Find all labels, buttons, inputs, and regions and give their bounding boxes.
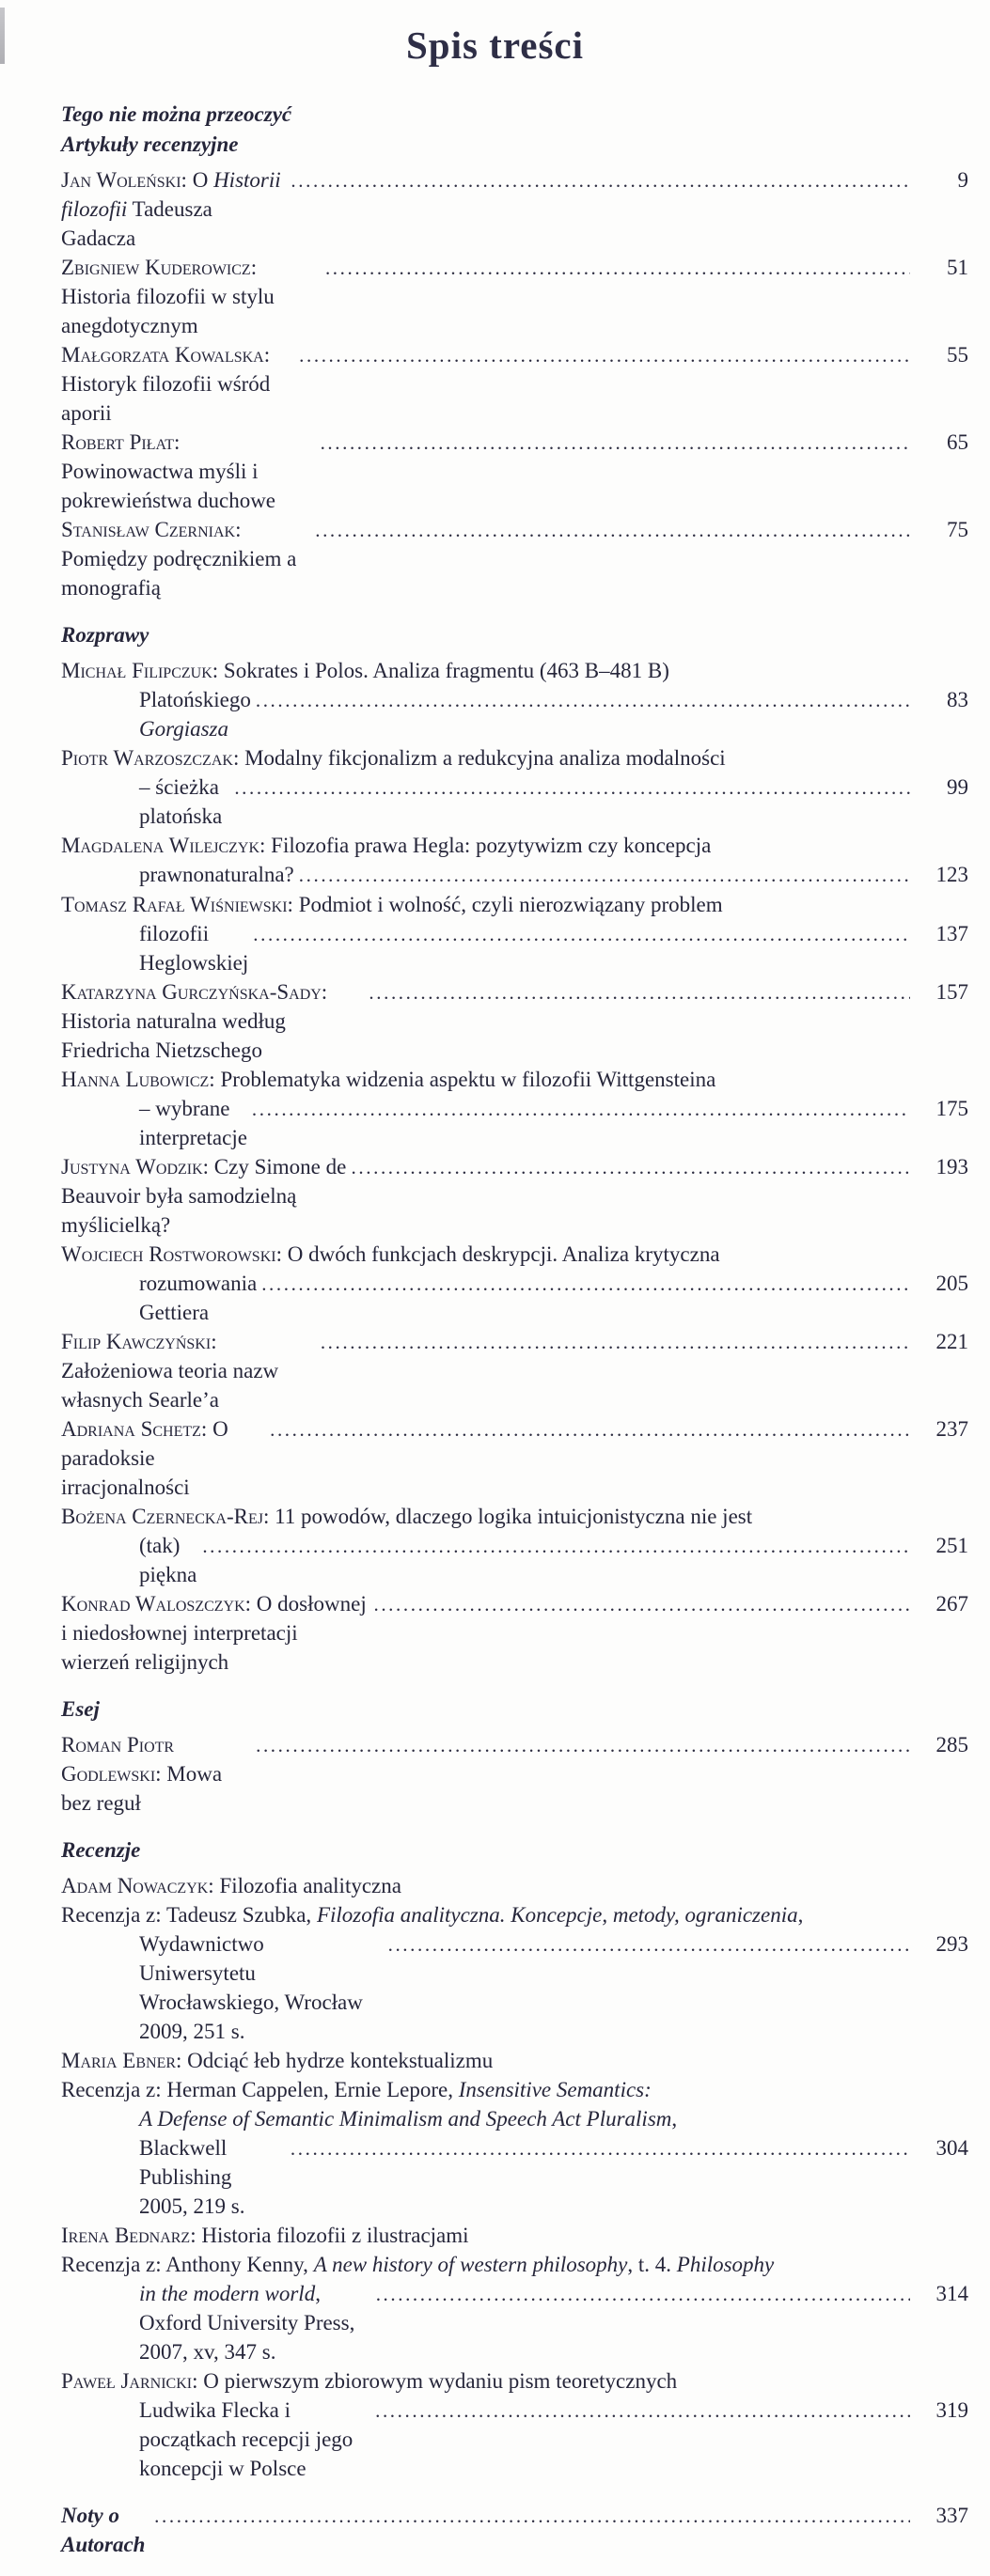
- toc-line: [61, 1730, 968, 1818]
- toc-line: [61, 1065, 968, 1094]
- toc-line: [61, 1531, 968, 1589]
- entry-text-segment: Historia filozofii z ilustracjami: [196, 2224, 469, 2247]
- toc-line: [61, 919, 968, 977]
- toc-entry: [61, 428, 968, 515]
- toc-entry: [61, 1900, 968, 2046]
- dot-leader: [291, 165, 910, 195]
- page-number: 205: [935, 1272, 968, 1295]
- page-number: 137: [935, 922, 968, 945]
- entry-text-segment: rozumowania Gettiera: [139, 1272, 258, 1324]
- entry-text-segment: 11 powodów, dlaczego logika intuicjonistyczna nie jest: [269, 1505, 753, 1528]
- entry-text-segment: A Defense of Semantic Minimalism and Speech Act Pluralism: [139, 2107, 672, 2131]
- entry-text-segment: Paweł Jarnicki:: [61, 2369, 198, 2393]
- toc-line: [61, 428, 968, 515]
- toc-line: [61, 2279, 968, 2366]
- entry-text-segment: Mowa bez reguł: [61, 1762, 223, 1815]
- toc-entry: [61, 1240, 968, 1327]
- page-number: 285: [935, 1733, 968, 1756]
- toc-entry: [61, 2366, 968, 2483]
- toc-entry: [61, 831, 968, 890]
- dot-leader: [373, 1589, 910, 1619]
- entry-text-segment: Filozofia prawa Hegla: pozytywizm czy koncepcja: [265, 834, 712, 857]
- entry-text-segment: Powinowactwa myśli i pokrewieństwa duchowe: [61, 460, 276, 512]
- dot-leader: [376, 2279, 910, 2309]
- toc-line: [61, 2366, 968, 2396]
- entry-text: [61, 743, 726, 773]
- toc-entry: [61, 165, 968, 253]
- entry-text-segment: Justyna Wodzik:: [61, 1155, 210, 1179]
- dot-leader: [291, 2133, 910, 2163]
- toc-entry: [61, 1502, 968, 1589]
- section-headings: [61, 100, 968, 160]
- dot-leader: [321, 1327, 910, 1357]
- entry-text-segment: Maria Ebner:: [61, 2049, 182, 2072]
- entry-text-segment: – wybrane interpretacje: [139, 1097, 247, 1149]
- entry-text-segment: Roman Piotr Godlewski:: [61, 1733, 175, 1786]
- toc-line: [61, 860, 968, 890]
- entry-text-segment: Insensitive Semantics:: [458, 2078, 652, 2101]
- entry-text-segment: Adam Nowaczyk:: [61, 1874, 214, 1897]
- page-number: 55: [947, 343, 968, 367]
- entry-text: [61, 685, 251, 743]
- dot-leader: [252, 1094, 910, 1124]
- toc-line: [61, 1929, 968, 2046]
- entry-text: [61, 1929, 384, 2046]
- entry-text: [61, 1730, 251, 1818]
- toc-line: [61, 1094, 968, 1152]
- entry-text-segment: Philosophy: [676, 2253, 775, 2276]
- toc-section: [61, 2501, 968, 2559]
- toc-section: [61, 100, 968, 602]
- toc-line: [61, 1240, 968, 1269]
- toc-line: [61, 2501, 968, 2559]
- entry-text-segment: O dwóch funkcjach deskrypcji. Analiza krytyczna: [281, 1242, 720, 1266]
- entry-text: [61, 2396, 370, 2483]
- entry-text: [61, 1094, 247, 1152]
- toc-line: [61, 773, 968, 831]
- toc-sections: [61, 100, 968, 2559]
- toc-line: [61, 831, 968, 860]
- page-number: 304: [935, 2136, 968, 2160]
- toc-line: [61, 165, 968, 253]
- page-number: 175: [935, 1097, 968, 1120]
- toc-line: [61, 890, 968, 919]
- entry-text-segment: Hanna Lubowicz:: [61, 1068, 215, 1091]
- page-number: 83: [947, 688, 968, 711]
- entry-text-segment: Recenzja z: Tadeusz Szubka,: [61, 1903, 317, 1927]
- toc-entry: [61, 1327, 968, 1414]
- page-number: 75: [947, 518, 968, 541]
- entry-text: [61, 340, 294, 428]
- toc-line: [61, 1502, 968, 1531]
- page-number: 267: [935, 1592, 968, 1616]
- entry-text: [61, 656, 669, 685]
- dot-leader: [352, 1152, 910, 1182]
- toc-entry: [61, 253, 968, 340]
- dot-leader: [234, 773, 910, 803]
- entry-text-segment: ,: [671, 2107, 678, 2131]
- toc-line: [61, 2250, 968, 2279]
- entry-text: [61, 1531, 197, 1589]
- dot-leader: [321, 428, 910, 458]
- toc-entry: [61, 2046, 968, 2075]
- entry-text-segment: Wydawnictwo Uniwersytetu Wrocławskiego, Wrocław 2009, 251 s.: [139, 1932, 363, 2043]
- entry-text-segment: Katarzyna Gurczyńska-Sady:: [61, 980, 328, 1004]
- section-heading: Esej: [61, 1697, 100, 1721]
- toc-section: [61, 620, 968, 1677]
- entry-text-segment: Historyk filozofii wśród aporii: [61, 372, 271, 425]
- entry-text-segment: Jan Woleński:: [61, 168, 187, 192]
- entry-text-segment: Recenzja z: Herman Cappelen, Ernie Lepore,: [61, 2078, 459, 2101]
- page-title: Spis treści: [405, 23, 585, 67]
- toc-entry: [61, 2250, 968, 2366]
- entry-text-segment: Platońskiego: [139, 688, 251, 711]
- toc-line: [61, 340, 968, 428]
- toc-entry: [61, 340, 968, 428]
- entry-text: [61, 2046, 493, 2075]
- entry-text-segment: Sokrates i Polos. Analiza fragmentu (463 B–481 B): [218, 659, 669, 682]
- dot-leader: [202, 1531, 910, 1561]
- toc-line: [61, 685, 968, 743]
- entry-text: [61, 165, 286, 253]
- entry-text-segment: O pierwszym zbiorowym wydaniu pism teoretycznych: [197, 2369, 678, 2393]
- toc-entry: [61, 1871, 968, 1900]
- entry-text-segment: O dosłownej i niedosłownej interpretacji wierzeń religijnych: [61, 1592, 367, 1674]
- entry-text-segment: Historia filozofii w stylu anegdotycznym: [61, 285, 275, 337]
- entry-text-segment: Pomiędzy podręcznikiem a monografią: [61, 547, 297, 600]
- entry-text: [61, 515, 310, 602]
- dot-leader: [299, 340, 910, 370]
- toc-line: [61, 1414, 968, 1502]
- entry-text: [61, 2133, 286, 2221]
- entry-text-segment: O paradoksie irracjonalności: [61, 1417, 228, 1499]
- entry-text-segment: Tadeusza Gadacza: [61, 197, 212, 250]
- entry-text-segment: Konrad Waloszczyk:: [61, 1592, 252, 1616]
- page-number: 157: [935, 980, 968, 1004]
- toc-line: [61, 515, 968, 602]
- toc-entry: [61, 1730, 968, 1818]
- entry-text: [61, 2075, 652, 2104]
- toc-entry: [61, 977, 968, 1065]
- entry-text: [61, 2250, 774, 2279]
- page-number: 237: [935, 1417, 968, 1441]
- dot-leader: [256, 685, 910, 715]
- toc-line: [61, 2133, 968, 2221]
- toc-entry: [61, 743, 968, 831]
- entry-text: [61, 2104, 677, 2133]
- toc-line: [61, 656, 968, 685]
- toc-entry: [61, 2501, 968, 2559]
- section-headings: [61, 1835, 968, 1866]
- dot-leader: [253, 919, 910, 949]
- entry-text-segment: Bożena Czernecka-Rej:: [61, 1505, 270, 1528]
- entry-text: [61, 2501, 149, 2559]
- entry-text-segment: Czy Simone de Beauvoir była samodzielną myślicielką?: [61, 1155, 347, 1237]
- entry-text: [61, 977, 364, 1065]
- entry-text-segment: Irena Bednarz:: [61, 2224, 196, 2247]
- entry-text-segment: Historii filozofii: [61, 168, 281, 221]
- entry-text: [61, 1502, 752, 1531]
- dot-leader: [375, 2396, 910, 2426]
- toc-line: [61, 2046, 968, 2075]
- entry-text-segment: Stanisław Czerniak:: [61, 518, 242, 541]
- entry-text: [61, 428, 316, 515]
- entry-text-segment: Założeniowa teoria nazw własnych Searle’a: [61, 1359, 279, 1412]
- entry-text-segment: Gorgiasza: [139, 717, 228, 741]
- entry-text-segment: Podmiot i wolność, czyli nierozwiązany problem: [292, 893, 723, 916]
- dot-leader: [154, 2501, 910, 2531]
- entry-text-segment: Odciąć łeb hydrze kontekstualizmu: [181, 2049, 494, 2072]
- entry-text-segment: Michał Filipczuk:: [61, 659, 219, 682]
- section-heading: Recenzje: [61, 1838, 141, 1862]
- toc-entry: [61, 1152, 968, 1240]
- page-number: 314: [935, 2282, 968, 2305]
- entry-text-segment: Ludwika Flecka i początkach recepcji jego koncepcji w Polsce: [139, 2398, 354, 2480]
- entry-text: [61, 1871, 401, 1900]
- toc-entry: [61, 656, 968, 743]
- entry-text-segment: Historia naturalna według Friedricha Nietzschego: [61, 1009, 286, 1062]
- entry-text-segment: Filozofia analityczna. Koncepcje, metody, ograniczenia: [316, 1903, 798, 1927]
- toc-entry: [61, 1065, 968, 1152]
- page-number: 65: [947, 430, 968, 454]
- entry-text: [61, 831, 711, 860]
- entry-text: [61, 1900, 803, 1929]
- entry-text-segment: A new history of western philosophy: [313, 2253, 628, 2276]
- entry-text-segment: Piotr Warzoszczak:: [61, 746, 240, 770]
- toc-entry: [61, 2221, 968, 2250]
- entry-text: [61, 773, 229, 831]
- dot-leader: [315, 515, 910, 545]
- entry-text-segment: ,: [797, 1903, 804, 1927]
- toc-line: [61, 1269, 968, 1327]
- page-number: 251: [935, 1534, 968, 1557]
- toc-line: [61, 1327, 968, 1414]
- page-number: 319: [935, 2398, 968, 2422]
- entry-text: [61, 2279, 371, 2366]
- entry-text: [61, 1269, 257, 1327]
- toc-line: [61, 2075, 968, 2104]
- entry-text-segment: in the modern world: [139, 2282, 316, 2305]
- entry-text-segment: Wojciech Rostworowski:: [61, 1242, 282, 1266]
- section-heading: Rozprawy: [61, 623, 149, 647]
- page-number: 123: [935, 863, 968, 886]
- entry-text: [61, 890, 723, 919]
- scan-edge-artifact: [0, 8, 5, 64]
- entry-text: [61, 1414, 265, 1502]
- section-headings: [61, 1694, 968, 1725]
- dot-leader: [256, 1730, 910, 1760]
- entry-text-segment: , t. 4.: [627, 2253, 677, 2276]
- dot-leader: [261, 1269, 910, 1299]
- entry-text-segment: Zbigniew Kuderowicz:: [61, 256, 258, 279]
- entry-text: [61, 1589, 369, 1677]
- entry-text: [61, 919, 248, 977]
- toc-line: [61, 253, 968, 340]
- toc-section: [61, 1835, 968, 2483]
- entry-text: [61, 860, 294, 889]
- toc-line: [61, 1871, 968, 1900]
- entry-text-segment: Modalny fikcjonalizm a redukcyjna analiza modalności: [239, 746, 726, 770]
- dot-leader: [299, 860, 910, 890]
- entry-text: [61, 253, 321, 340]
- toc-section: [61, 1694, 968, 1818]
- toc-entry: [61, 890, 968, 977]
- toc-line: [61, 1152, 968, 1240]
- toc-line: [61, 1589, 968, 1677]
- section-headings: [61, 620, 968, 650]
- entry-text-segment: Noty o Autorach: [61, 2504, 146, 2556]
- toc-line: [61, 2396, 968, 2483]
- entry-text-segment: prawnonaturalna?: [139, 863, 294, 886]
- entry-text-segment: Problematyka widzenia aspektu w filozofii Wittgensteina: [214, 1068, 716, 1091]
- toc-line: [61, 977, 968, 1065]
- entry-text: [61, 1152, 347, 1240]
- toc-entry: [61, 1414, 968, 1502]
- page-number: 221: [935, 1330, 968, 1353]
- toc-entry: [61, 2075, 968, 2221]
- page-number: 9: [957, 168, 968, 192]
- entry-text: [61, 2366, 677, 2396]
- dot-leader: [270, 1414, 910, 1444]
- page-number: 337: [935, 2504, 968, 2527]
- entry-text-segment: O: [186, 168, 214, 192]
- entry-text-segment: , Oxford University Press, 2007, xv, 347 s.: [139, 2282, 355, 2364]
- page-number: 193: [935, 1155, 968, 1179]
- page-number: 293: [935, 1932, 968, 1956]
- entry-text-segment: Filip Kawczyński:: [61, 1330, 217, 1353]
- dot-leader: [369, 977, 910, 1007]
- entry-text-segment: Magdalena Wilejczyk:: [61, 834, 266, 857]
- entry-text: [61, 1327, 316, 1414]
- dot-leader: [325, 253, 910, 283]
- entry-text: [61, 1240, 720, 1269]
- page-number: 51: [947, 256, 968, 279]
- entry-text-segment: Małgorzata Kowalska:: [61, 343, 271, 367]
- section-heading: Tego nie można przeoczyć: [61, 102, 292, 126]
- entry-text-segment: (tak) piękna: [139, 1534, 197, 1586]
- entry-text-segment: Robert Piłat:: [61, 430, 181, 454]
- toc-line: [61, 2104, 968, 2133]
- section-heading: Artykuły recenzyjne: [61, 133, 239, 156]
- entry-text-segment: filozofii Heglowskiej: [139, 922, 249, 975]
- page-number: 99: [947, 775, 968, 799]
- toc-entry: [61, 1589, 968, 1677]
- entry-text-segment: Tomasz Rafał Wiśniewski:: [61, 893, 293, 916]
- toc-line: [61, 1900, 968, 1929]
- entry-text-segment: Filozofia analityczna: [213, 1874, 401, 1897]
- toc-line: [61, 2221, 968, 2250]
- dot-leader: [388, 1929, 910, 1959]
- toc-entry: [61, 515, 968, 602]
- entry-text-segment: Blackwell Publishing 2005, 219 s.: [139, 2136, 245, 2218]
- entry-text-segment: – ścieżka platońska: [139, 775, 223, 828]
- entry-text-segment: Adriana Schetz:: [61, 1417, 208, 1441]
- toc-line: [61, 743, 968, 773]
- entry-text: [61, 1065, 715, 1094]
- entry-text-segment: Recenzja z: Anthony Kenny,: [61, 2253, 314, 2276]
- entry-text: [61, 2221, 469, 2250]
